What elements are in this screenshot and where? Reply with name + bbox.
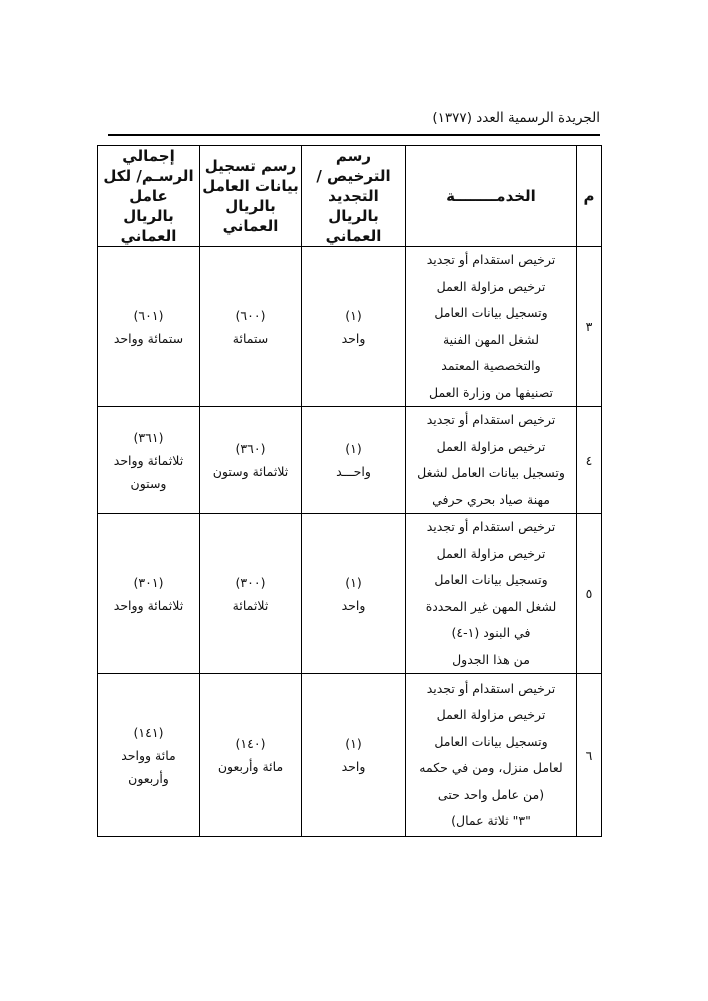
- service-description: [406, 514, 577, 674]
- service-line: ترخيص مزاولة العمل: [436, 545, 546, 561]
- service-line: ترخيص استقدام أو تجديد: [426, 680, 556, 696]
- table-row: [98, 514, 602, 674]
- fee-words: وستون: [130, 475, 167, 491]
- fee-words: ستمائة وواحد: [113, 330, 184, 346]
- license-fee-cell: [302, 674, 406, 837]
- row-number: ٣: [577, 247, 602, 407]
- header-line: الرسـم/ لكل: [103, 167, 194, 185]
- fee-words: ثلاثمائة: [232, 597, 269, 613]
- fee-number: (١): [345, 736, 362, 751]
- service-line: ترخيص مزاولة العمل: [436, 707, 546, 722]
- registration-fee-cell: [200, 514, 302, 674]
- table-row: [98, 407, 602, 514]
- header-line: رسم الترخيص /: [316, 147, 391, 185]
- fee-words: ثلاثمائة وستون: [212, 464, 289, 479]
- table-row: [98, 247, 602, 407]
- fee-number: (٦٠١): [133, 307, 164, 323]
- header-line: بالريال العماني: [222, 197, 279, 235]
- page-header: [108, 110, 600, 132]
- fee-words: ستمائة: [232, 330, 269, 346]
- fee-words: مائة وأربعون: [217, 759, 284, 774]
- fee-number: (٣٠١): [133, 574, 164, 590]
- col-header-service: الخدمــــــــة: [406, 146, 577, 247]
- service-line: ترخيص استقدام أو تجديد: [426, 252, 556, 267]
- total-fee-cell: [98, 407, 200, 514]
- col-header-number: م: [577, 146, 602, 247]
- service-line: ترخيص استقدام أو تجديد: [426, 519, 556, 534]
- service-line: وتسجيل بيانات العامل: [434, 733, 548, 749]
- license-fee-cell: [302, 407, 406, 514]
- header-line: التجديد: [328, 187, 379, 205]
- service-line: ترخيص مزاولة العمل: [436, 278, 546, 294]
- service-line: (من عامل واحد حتى: [437, 786, 545, 802]
- fee-number: (٣٠٠): [235, 574, 266, 590]
- col-header-total-fee: [98, 146, 200, 247]
- row-number: ٤: [577, 407, 602, 514]
- service-line: لشغل المهن غير المحددة: [425, 598, 557, 614]
- fee-number: (١): [345, 441, 362, 456]
- service-line: وتسجيل بيانات العامل: [434, 305, 548, 320]
- total-fee-cell: [98, 247, 200, 407]
- fee-number: (٣٦١): [133, 429, 164, 445]
- fee-words: ثلاثمائة وواحد: [113, 597, 184, 613]
- service-description: [406, 674, 577, 837]
- service-line: وتسجيل بيانات العامل لشغل: [417, 465, 565, 480]
- fee-words: واحد: [341, 759, 366, 774]
- gazette-header-title: الجريدة الرسمية العدد (١٣٧٧): [432, 110, 600, 126]
- col-header-license-fee: [302, 146, 406, 247]
- fee-number: (١): [345, 307, 362, 323]
- fee-words: واحد: [341, 330, 366, 346]
- service-description: [406, 247, 577, 407]
- row-number: ٥: [577, 514, 602, 674]
- table-header-row: [98, 146, 602, 247]
- service-line: ترخيص استقدام أو تجديد: [426, 412, 556, 427]
- fee-number: (١٤٠): [235, 736, 266, 751]
- header-line: عامل: [129, 187, 168, 205]
- fee-number: (١): [345, 574, 362, 590]
- service-line: في البنود (١-٤): [451, 625, 531, 640]
- fee-number: (١٤١): [133, 724, 164, 740]
- header-rule: [108, 134, 600, 136]
- service-description: [406, 407, 577, 514]
- fee-number: (٦٠٠): [235, 307, 266, 323]
- fee-words: واحـــد: [336, 464, 371, 479]
- service-line: والتخصصية المعتمد: [441, 358, 541, 373]
- header-line: بالريال العماني: [325, 207, 382, 245]
- service-fees-table: [97, 145, 602, 837]
- registration-fee-cell: [200, 247, 302, 407]
- service-line: تصنيفها من وزارة العمل: [428, 384, 554, 400]
- registration-fee-cell: [200, 407, 302, 514]
- service-line: مهنة صياد بحري حرفي: [432, 491, 550, 507]
- total-fee-cell: [98, 514, 200, 674]
- row-number: ٦: [577, 674, 602, 837]
- service-line: "٣" ثلاثة عمال): [451, 813, 531, 828]
- license-fee-cell: [302, 247, 406, 407]
- fee-words: ثلاثمائة وواحد: [113, 452, 184, 468]
- col-header-registration-fee: [200, 146, 302, 247]
- service-line: لعامل منزل، ومن في حكمه: [419, 760, 563, 775]
- header-line: بيانات العامل: [202, 177, 299, 195]
- header-line: إجمالي: [122, 147, 175, 165]
- header-line: رسم تسجيل: [204, 157, 297, 175]
- fee-words: مائة وواحد: [121, 747, 176, 763]
- service-line: وتسجيل بيانات العامل: [434, 572, 548, 587]
- service-line: من هذا الجدول: [452, 651, 530, 667]
- fee-words: وأربعون: [128, 770, 169, 786]
- fee-words: واحد: [341, 597, 366, 613]
- service-line: لشغل المهن الفنية: [442, 331, 540, 347]
- table-row: [98, 674, 602, 837]
- total-fee-cell: [98, 674, 200, 837]
- header-line: بالريال العماني: [120, 207, 177, 245]
- license-fee-cell: [302, 514, 406, 674]
- registration-fee-cell: [200, 674, 302, 837]
- fee-number: (٣٦٠): [235, 441, 266, 456]
- service-line: ترخيص مزاولة العمل: [436, 438, 546, 454]
